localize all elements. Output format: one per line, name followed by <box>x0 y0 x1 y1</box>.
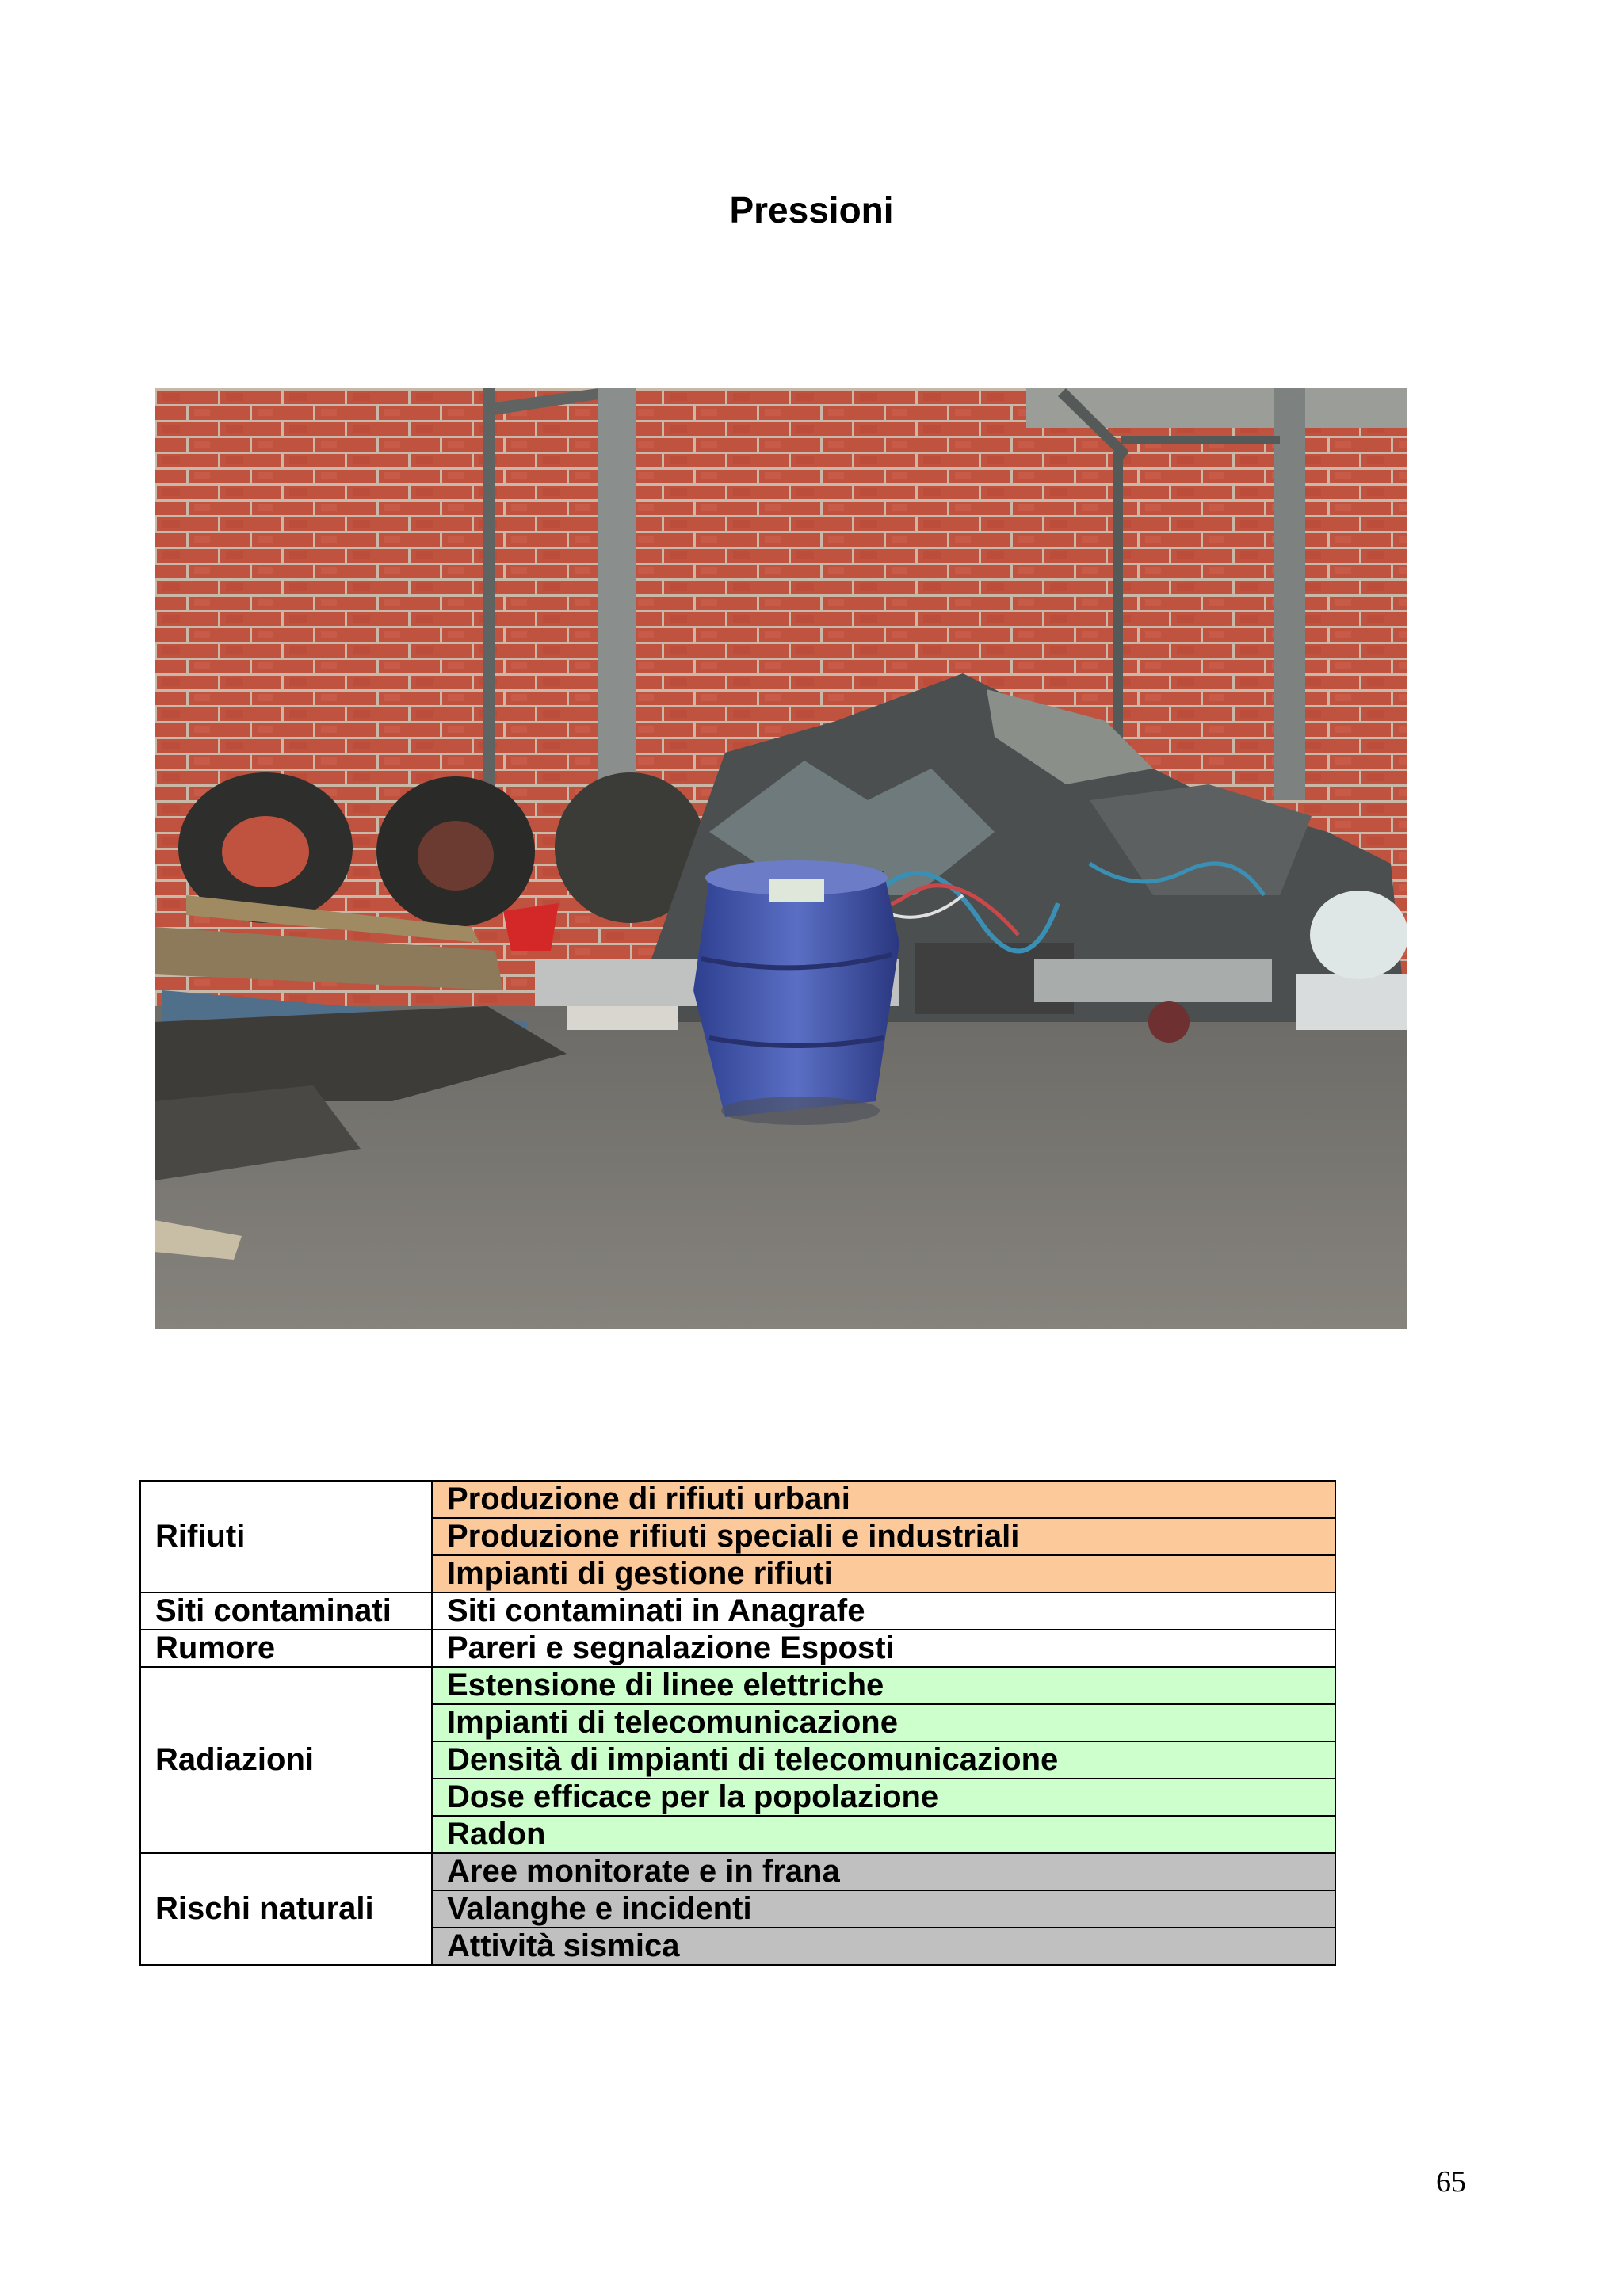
indicator-cell: Dose efficace per la popolazione <box>432 1779 1335 1816</box>
page-number: 65 <box>1436 2165 1466 2199</box>
indicator-cell: Impianti di gestione rifiuti <box>432 1555 1335 1592</box>
indicator-cell: Impianti di telecomunicazione <box>432 1704 1335 1741</box>
category-cell-radiazioni: Radiazioni <box>140 1667 432 1853</box>
indicator-cell: Produzione rifiuti speciali e industriali <box>432 1518 1335 1555</box>
indicator-cell: Siti contaminati in Anagrafe <box>432 1592 1335 1630</box>
indicator-cell: Estensione di linee elettriche <box>432 1667 1335 1704</box>
category-cell-siti-contaminati: Siti contaminati <box>140 1592 432 1630</box>
indicator-cell: Radon <box>432 1816 1335 1853</box>
category-cell-rumore: Rumore <box>140 1630 432 1667</box>
category-cell-rifiuti: Rifiuti <box>140 1481 432 1592</box>
table-row <box>140 1481 1335 1518</box>
scrap-yard-photo <box>155 388 1407 1329</box>
category-cell-rischi-naturali: Rischi naturali <box>140 1853 432 1965</box>
table-row <box>140 1630 1335 1667</box>
indicator-cell: Densità di impianti di telecomunicazione <box>432 1741 1335 1779</box>
page-title: Pressioni <box>729 189 894 231</box>
table-row <box>140 1853 1335 1890</box>
indicator-cell: Pareri e segnalazione Esposti <box>432 1630 1335 1667</box>
indicator-cell: Attività sismica <box>432 1928 1335 1965</box>
indicator-cell: Produzione di rifiuti urbani <box>432 1481 1335 1518</box>
pressure-indicators-table <box>139 1480 1336 1966</box>
table-row <box>140 1667 1335 1704</box>
indicator-cell: Aree monitorate e in frana <box>432 1853 1335 1890</box>
table-row <box>140 1592 1335 1630</box>
indicator-cell: Valanghe e incidenti <box>432 1890 1335 1928</box>
